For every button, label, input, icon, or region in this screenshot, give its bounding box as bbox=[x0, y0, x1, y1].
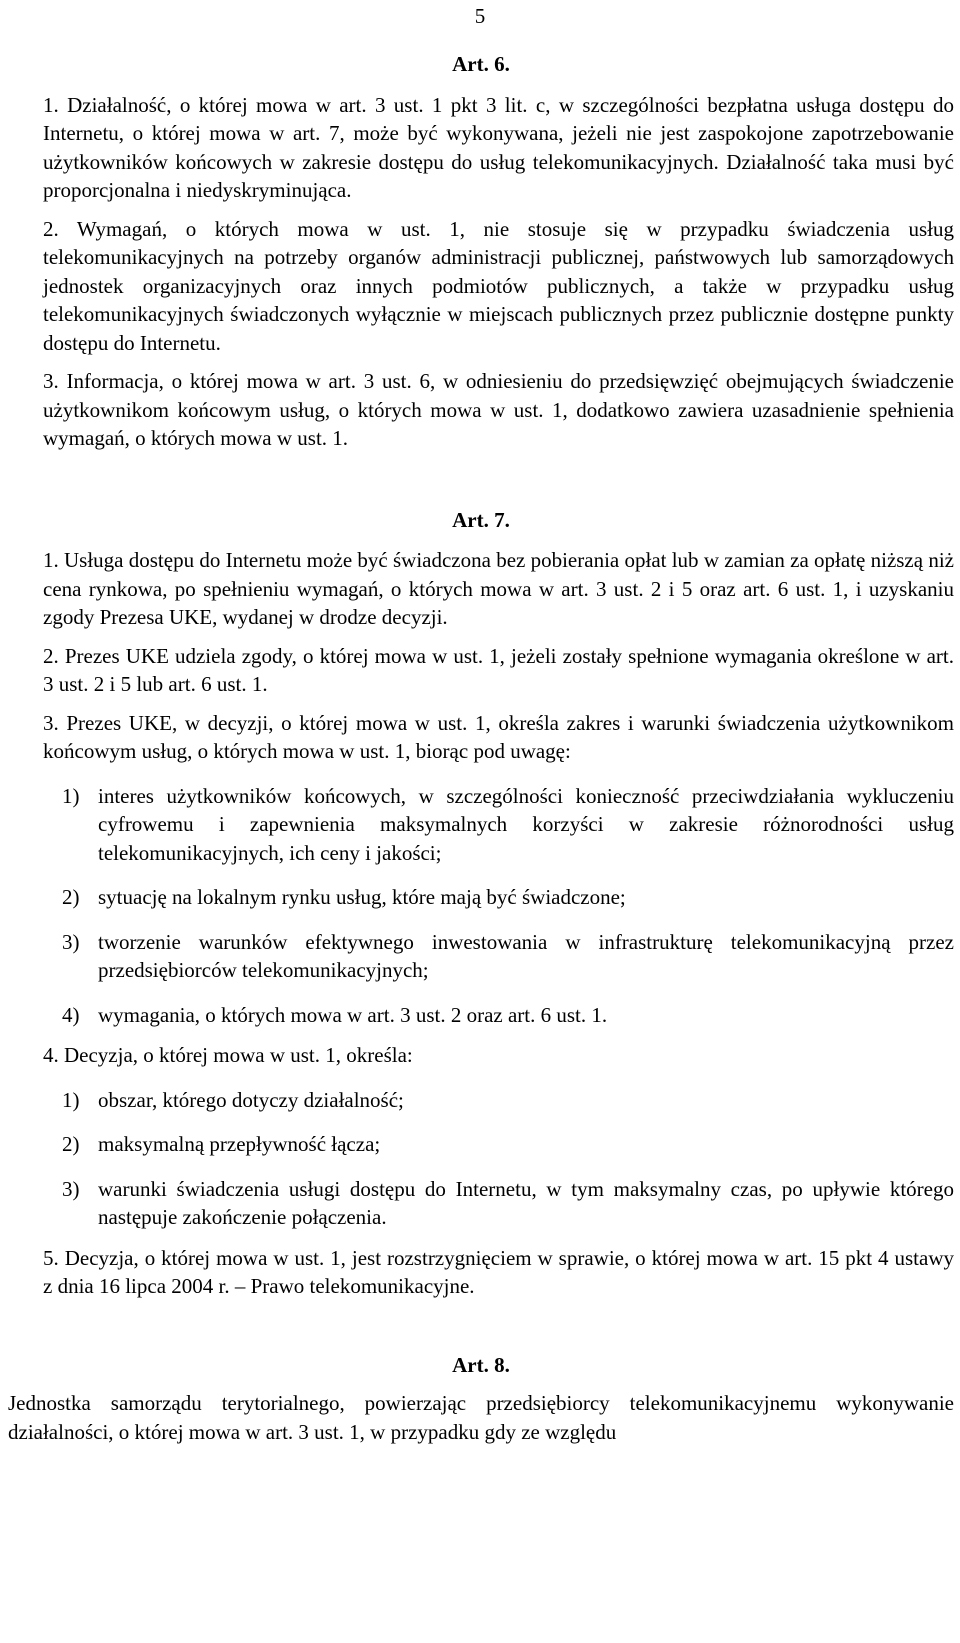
page-number: 5 bbox=[474, 4, 486, 28]
art7-p3-item-2 bbox=[8, 883, 954, 912]
art7-paragraph-5: 5. Decyzja, o której mowa w ust. 1, jest rozstrzygnięciem w sprawie, o której mowa w art. 15 pkt 4 ustawy z dnia 16 lipca 2004 r. – Prawo telekomunikacyjne. bbox=[43, 1245, 954, 1298]
art7-p3-item-4 bbox=[8, 1001, 954, 1030]
art8-paragraph-1: Jednostka samorządu terytorialnego, powierzając przedsiębiorcy telekomunikacyjnemu wykonywanie działalności, o której mowa w art. 3 ust. 1, w przypadku gdy ze względu bbox=[8, 1391, 954, 1444]
list-item-text: obszar, którego dotyczy działalność; bbox=[98, 1087, 404, 1112]
art7-p4-item-2 bbox=[8, 1130, 954, 1159]
article-6 bbox=[8, 0, 954, 453]
list-number: 4) bbox=[62, 1002, 80, 1027]
art7-p4-item-3 bbox=[8, 1175, 954, 1232]
article-8 bbox=[8, 1301, 954, 1447]
list-number: 1) bbox=[62, 783, 80, 808]
art7-paragraph-2: 2. Prezes UKE udziela zgody, o której mowa w ust. 1, jeżeli zostały spełnione wymagania określone w art. 3 ust. 2 i 5 lub art. 6 ust. 1. bbox=[43, 643, 954, 696]
art7-paragraph-3: 3. Prezes UKE, w decyzji, o której mowa w ust. 1, określa zakres i warunki świadczenia użytkownikom końcowym usług, o których mowa w ust. 1, biorąc pod uwagę: bbox=[43, 710, 954, 763]
art6-paragraph-2: 2. Wymagań, o których mowa w ust. 1, nie stosuje się w przypadku świadczenia usług telekomunikacyjnych na potrzeby organów administracji publicznej, państwowych lub samorządowych jednostek organizacyjnych oraz innych podmiotów publicznych, a także w przypadku usług telekomunikacyjnych świadczonych wyłącznie w miejscach publicznych przez publicznie dostępne punkty dostępu do Internetu. bbox=[43, 216, 954, 355]
art7-p4-item-1 bbox=[8, 1086, 954, 1115]
list-number: 2) bbox=[62, 1132, 80, 1156]
article-7 bbox=[8, 453, 954, 1301]
list-item-text: maksymalną przepływność łącza; bbox=[98, 1132, 381, 1156]
list-item-text: sytuację na lokalnym rynku usług, które mają być świadczone; bbox=[98, 885, 626, 909]
list-item-text: warunki świadczenia usługi dostępu do Internetu, w tym maksymalny czas, po upływie którego następuje zakończenie połączenia. bbox=[98, 1176, 954, 1229]
article-6-heading: Art. 6. bbox=[452, 52, 510, 76]
list-number: 3) bbox=[62, 929, 80, 954]
art7-p3-item-1 bbox=[8, 782, 954, 868]
art7-paragraph-4: 4. Decyzja, o której mowa w ust. 1, określa: bbox=[43, 1043, 413, 1067]
art7-paragraph-1: 1. Usługa dostępu do Internetu może być świadczona bez pobierania opłat lub w zamian za opłatę niższą niż cena rynkowa, po spełnieniu wymagań, o których mowa w art. 3 ust. 2 i 5 oraz art. 6 ust. 1, i uzyskaniu zgody Prezesa UKE, wydanej w drodze decyzji. bbox=[43, 548, 954, 629]
art6-paragraph-3: 3. Informacja, o której mowa w art. 3 ust. 6, w odniesieniu do przedsięwzięć obejmujących świadczenie użytkownikom końcowym usług, o których mowa w ust. 1, dodatkowo zawiera uzasadnienie spełnienia wymagań, o których mowa w ust. 1. bbox=[43, 369, 954, 450]
list-item-text: wymagania, o których mowa w art. 3 ust. 2 oraz art. 6 ust. 1. bbox=[98, 1002, 608, 1027]
art6-paragraph-1: 1. Działalność, o której mowa w art. 3 ust. 1 pkt 3 lit. c, w szczególności bezpłatna usługa dostępu do Internetu, o której mowa w art. 7, może być wykonywana, jeżeli nie jest zaspokojone zapotrzebowanie użytkowników końcowych w zakresie dostępu do usług telekomunikacyjnych. Działalność taka musi być proporcjonalna i niedyskryminująca. bbox=[43, 92, 954, 202]
list-number: 2) bbox=[62, 885, 80, 909]
article-7-heading: Art. 7. bbox=[452, 507, 510, 532]
list-number: 1) bbox=[62, 1087, 80, 1112]
list-item-text: tworzenie warunków efektywnego inwestowania w infrastrukturę telekomunikacyjną przez przedsiębiorców telekomunikacyjnych; bbox=[98, 929, 954, 982]
list-item-text: interes użytkowników końcowych, w szczególności konieczność przeciwdziałania wykluczeniu cyfrowemu i zapewnienia maksymalnych korzyści w zakresie różnorodności usług telekomunikacyjnych, ich ceny i jakości; bbox=[98, 783, 954, 865]
list-number: 3) bbox=[62, 1176, 80, 1201]
article-8-heading: Art. 8. bbox=[452, 1352, 510, 1377]
art7-p3-item-3 bbox=[8, 928, 954, 985]
